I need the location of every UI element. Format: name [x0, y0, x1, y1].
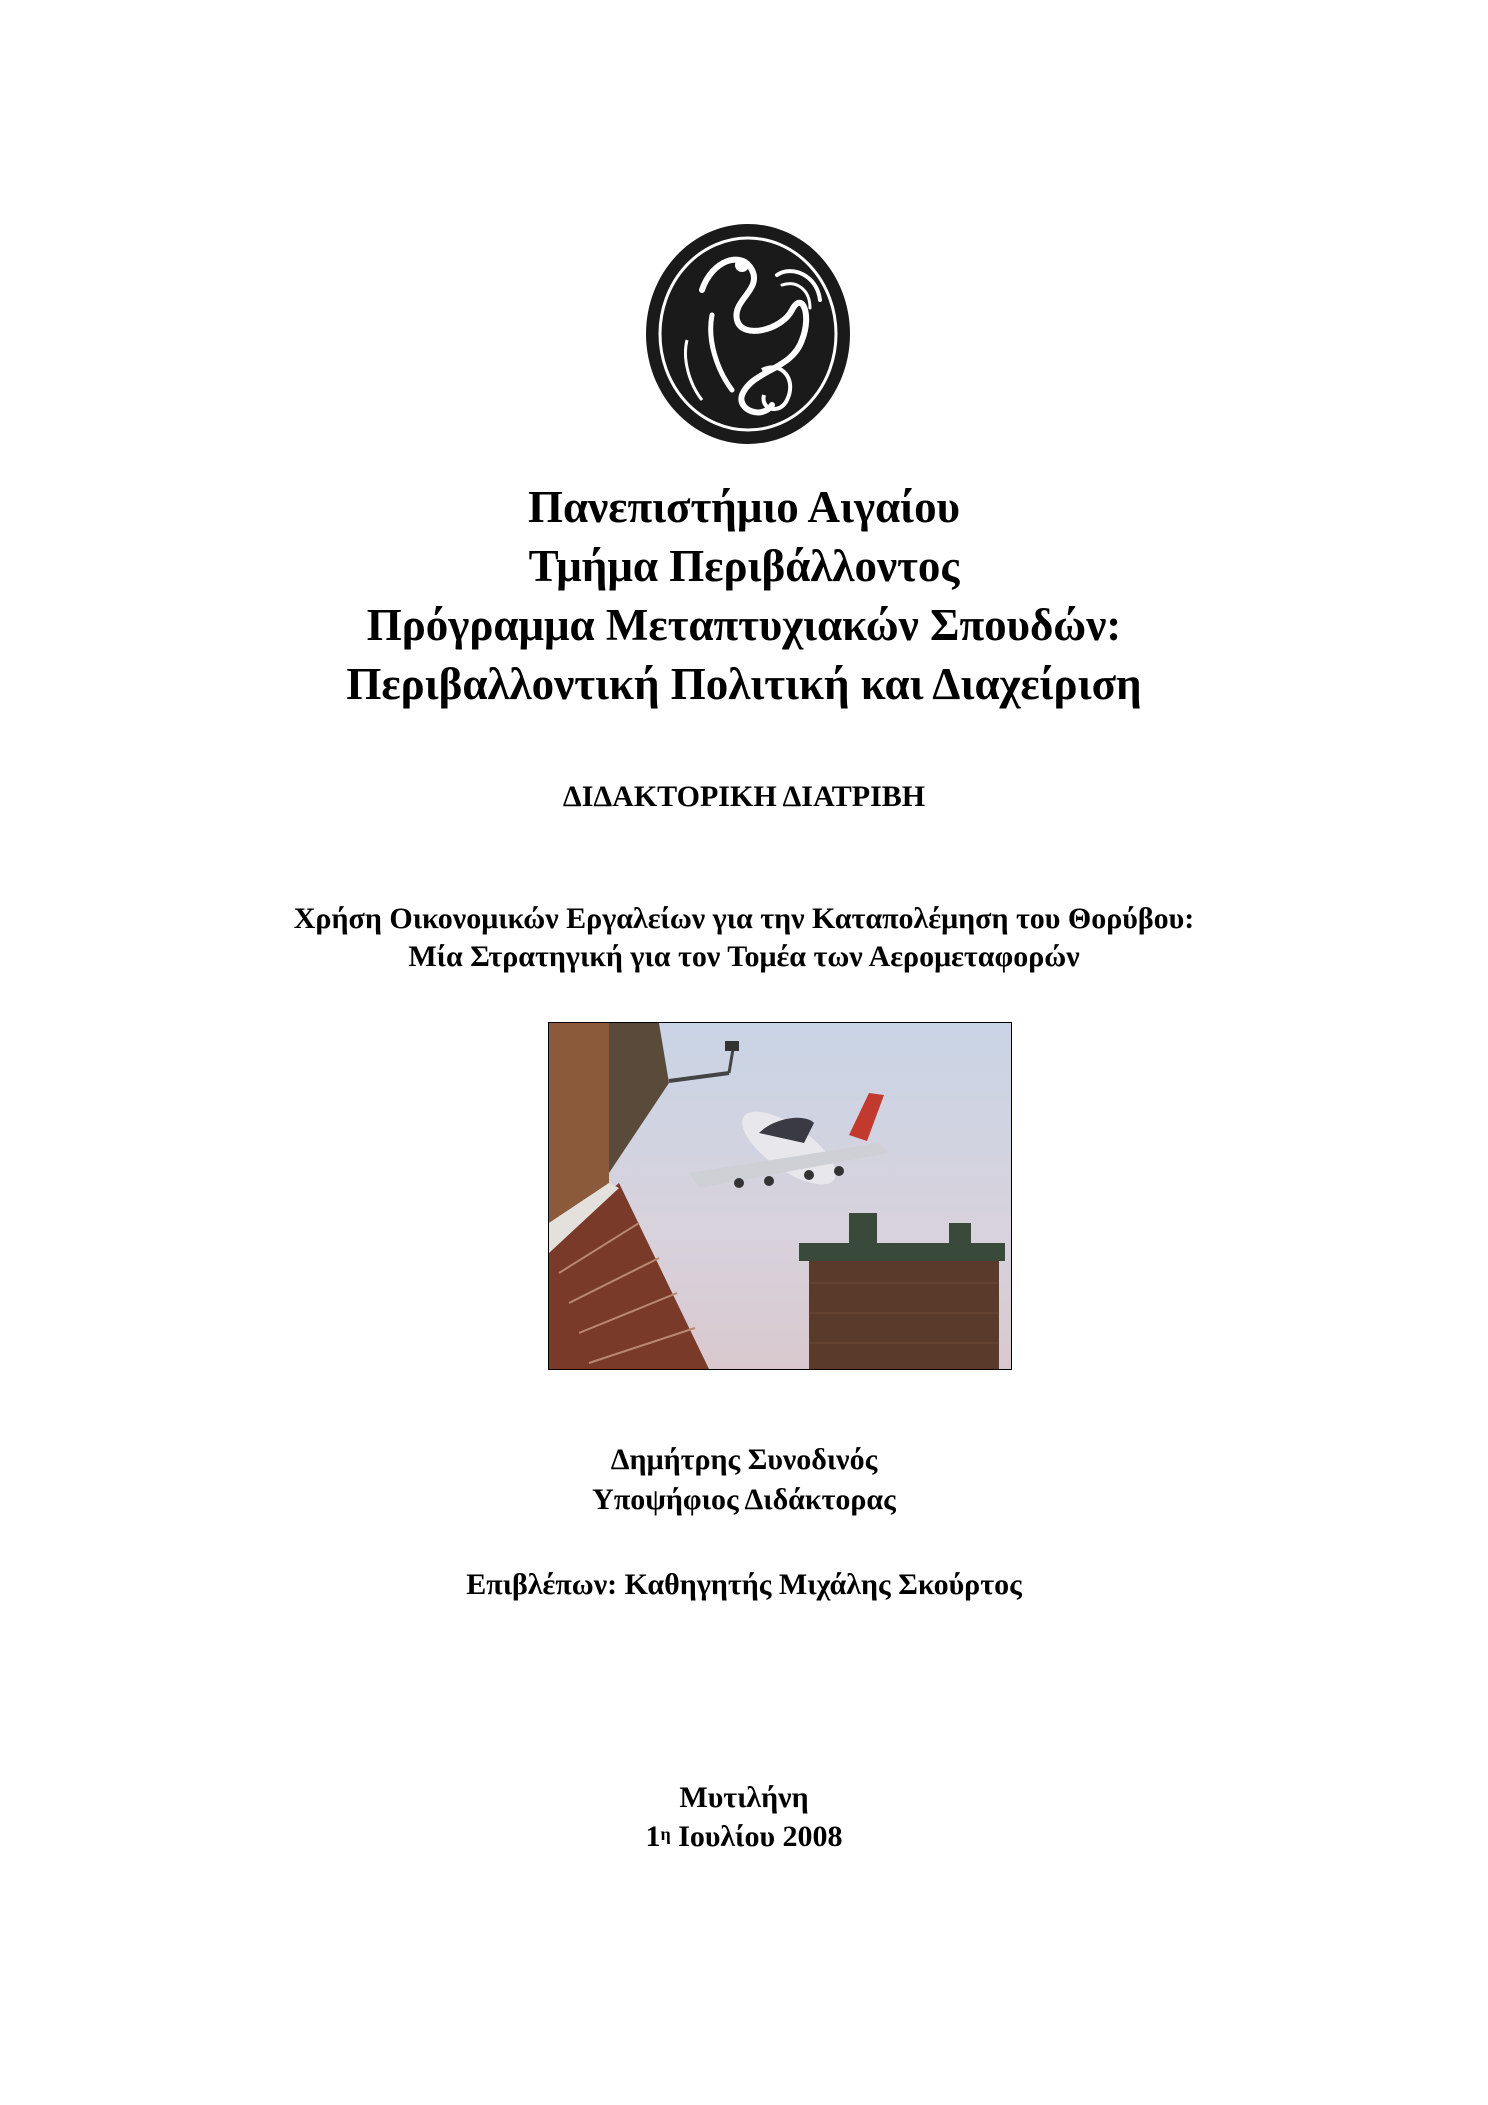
- airplane-over-rooftops-photo: [548, 1022, 1012, 1370]
- place-date: [0, 1778, 1488, 1856]
- author-name: Δημήτρης Συνοδινός: [610, 1443, 878, 1476]
- university-seal-icon: [642, 220, 854, 448]
- department-name: Τμήμα Περιβάλλοντος: [528, 541, 960, 591]
- supervisor: Επιβλέπων: Καθηγητής Μιχάλης Σκούρτος: [466, 1568, 1022, 1601]
- date-day: 1: [645, 1820, 661, 1853]
- date-rest: Ιουλίου 2008: [678, 1820, 843, 1853]
- author-role: Υποψήφιος Διδάκτορας: [592, 1483, 896, 1516]
- place: Μυτιλήνη: [679, 1781, 809, 1814]
- thesis-title: [0, 900, 1488, 976]
- thesis-title-line2: Μία Στρατηγική για τον Τομέα των Αερομεταφορών: [408, 940, 1080, 973]
- document-type: ΔΙΔΑΚΤΟΡΙΚΗ ΔΙΑΤΡΙΒΗ: [562, 780, 926, 813]
- university-name: Πανεπιστήμιο Αιγαίου: [528, 482, 960, 532]
- program-subject: Περιβαλλοντική Πολιτική και Διαχείριση: [346, 659, 1142, 709]
- program-name: Πρόγραμμα Μεταπτυχιακών Σπουδών:: [366, 600, 1122, 650]
- author-block: [0, 1440, 1488, 1520]
- thesis-title-line1: Χρήση Οικονομικών Εργαλείων για την Καταπολέμηση του Θορύβου:: [293, 902, 1195, 935]
- date-suffix: η: [660, 1824, 671, 1844]
- date: [0, 1817, 1488, 1856]
- university-header: [0, 478, 1488, 714]
